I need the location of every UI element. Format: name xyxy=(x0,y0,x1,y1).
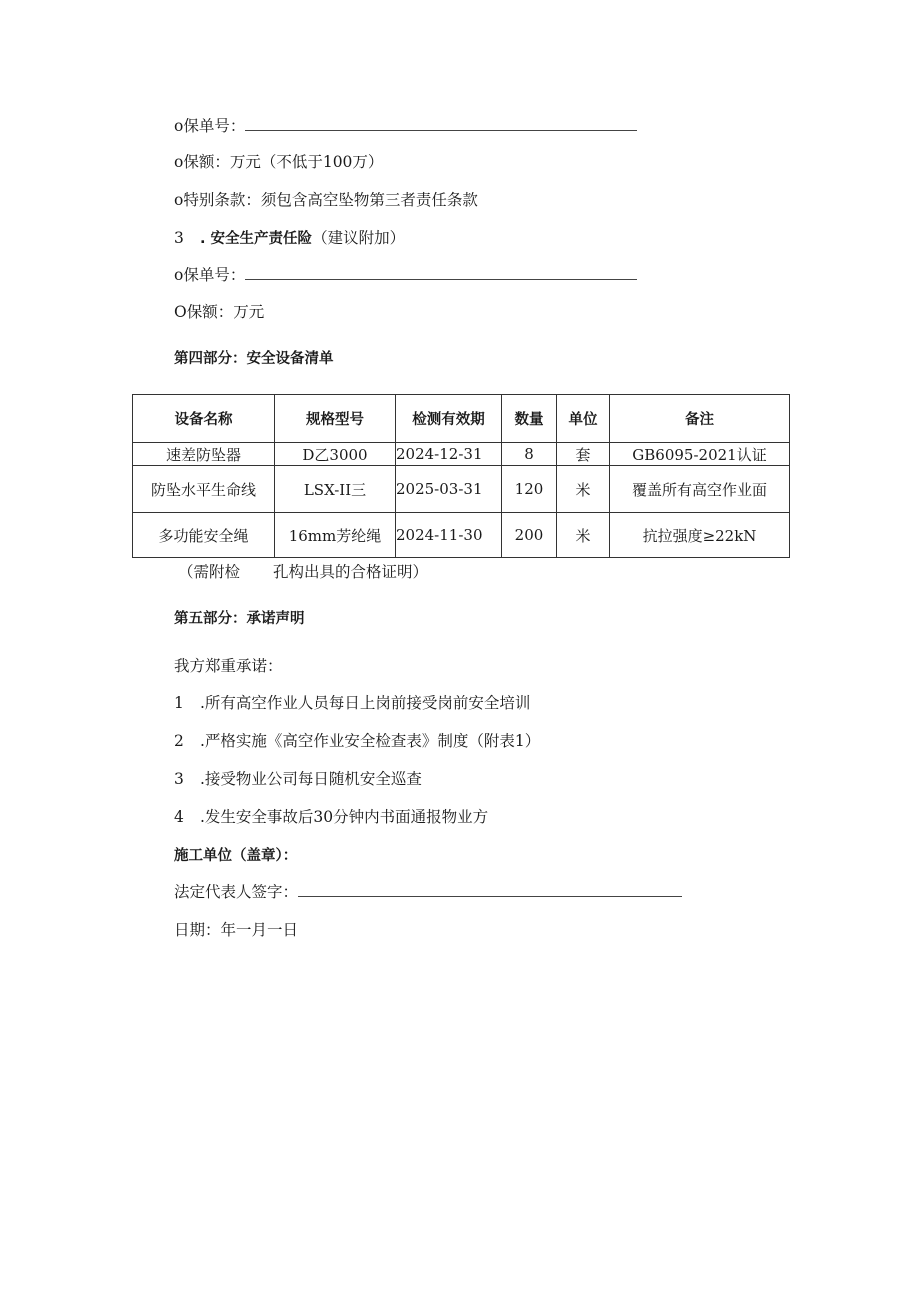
table-row xyxy=(133,466,790,513)
cell-quantity: 200 xyxy=(502,513,557,558)
table-note-part-a: （需附检 xyxy=(178,563,241,581)
commitment-number: 4 xyxy=(174,808,184,826)
commitment-item xyxy=(174,731,540,751)
signature-label: 法定代表人签字： xyxy=(174,883,299,901)
insured-amount-line-2: O保额：万元 xyxy=(174,303,265,321)
safety-liability-title: . 安全生产责任险 xyxy=(200,231,313,247)
commitment-item xyxy=(174,807,488,827)
cell-unit: 米 xyxy=(557,466,610,513)
safety-liability-heading xyxy=(174,228,405,249)
cell-quantity: 8 xyxy=(502,443,557,466)
special-clause-line: o特别条款：须包含高空坠物第三者责任条款 xyxy=(174,191,478,209)
table-note-part-b: 孔构出具的合格证明） xyxy=(273,563,429,581)
commitment-item xyxy=(174,769,422,789)
construction-unit-label: 施工单位（盖章）： xyxy=(174,848,298,864)
safety-liability-note: （建议附加） xyxy=(312,229,406,247)
signature-line xyxy=(174,882,682,902)
commitment-text: .接受物业公司每日随机安全巡查 xyxy=(200,770,422,788)
table-row xyxy=(133,443,790,466)
cell-spec: 16mm芳纶绳 xyxy=(275,513,396,558)
col-header-unit: 单位 xyxy=(557,395,610,443)
commitment-intro: 我方郑重承诺： xyxy=(174,657,283,675)
commitment-number: 3 xyxy=(174,770,184,788)
table-row xyxy=(133,513,790,558)
cell-spec: LSX-II三 xyxy=(275,466,396,513)
commitment-text: .严格实施《高空作业安全检查表》制度（附表1） xyxy=(200,732,541,750)
col-header-name: 设备名称 xyxy=(133,395,275,443)
signature-blank[interactable] xyxy=(298,882,682,897)
equipment-table xyxy=(132,394,790,558)
policy-number-line-1 xyxy=(174,116,637,136)
commitment-text: .发生安全事故后30分钟内书面通报物业方 xyxy=(200,808,489,826)
policy-number-label: o保单号： xyxy=(174,266,246,284)
policy-number-blank[interactable] xyxy=(245,116,637,131)
cell-name: 多功能安全绳 xyxy=(133,513,275,558)
commitment-text: .所有高空作业人员每日上岗前接受岗前安全培训 xyxy=(200,694,531,712)
col-header-spec: 规格型号 xyxy=(275,395,396,443)
commitment-number: 1 xyxy=(174,694,184,712)
policy-number-line-2 xyxy=(174,265,637,285)
cell-unit: 米 xyxy=(557,513,610,558)
cell-quantity: 120 xyxy=(502,466,557,513)
date-line: 日期：年一月一日 xyxy=(174,921,299,939)
policy-number-label: o保单号： xyxy=(174,117,246,135)
table-header-row xyxy=(133,395,790,443)
cell-expiry: 2024-11-30 xyxy=(396,513,502,558)
commitment-number: 2 xyxy=(174,732,184,750)
commitment-item xyxy=(174,693,530,713)
cell-expiry: 2025-03-31 xyxy=(396,466,502,513)
insured-amount-line: o保额：万元（不低于100万） xyxy=(174,153,384,171)
cell-remarks: GB6095-2021认证 xyxy=(610,443,790,466)
part4-title: 第四部分：安全设备清单 xyxy=(174,351,334,367)
col-header-expiry: 检测有效期 xyxy=(396,395,502,443)
col-header-quantity: 数量 xyxy=(502,395,557,443)
cell-remarks: 抗拉强度≥22kN xyxy=(610,513,790,558)
part5-title: 第五部分：承诺声明 xyxy=(174,611,305,627)
cell-unit: 套 xyxy=(557,443,610,466)
col-header-remarks: 备注 xyxy=(610,395,790,443)
item-number: 3 xyxy=(174,229,184,247)
cell-remarks: 覆盖所有高空作业面 xyxy=(610,466,790,513)
policy-number-blank[interactable] xyxy=(245,265,637,280)
cell-name: 速差防坠器 xyxy=(133,443,275,466)
cell-name: 防坠水平生命线 xyxy=(133,466,275,513)
cell-spec: D乙3000 xyxy=(275,443,396,466)
cell-expiry: 2024-12-31 xyxy=(396,443,502,466)
